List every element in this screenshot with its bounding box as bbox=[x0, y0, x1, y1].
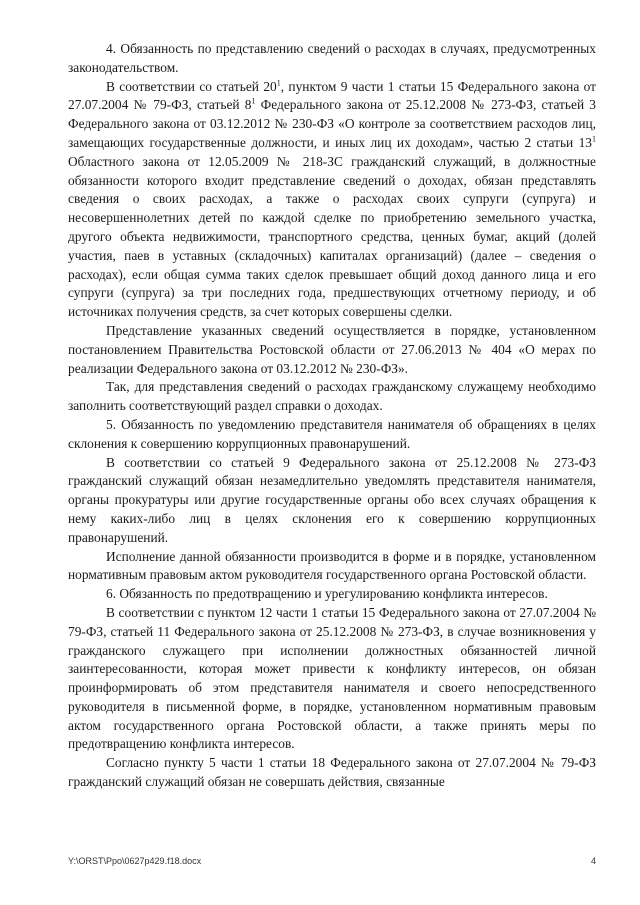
page-number: 4 bbox=[590, 856, 596, 866]
page-footer bbox=[68, 856, 596, 866]
paragraph-expense-disclosure bbox=[68, 78, 596, 322]
paragraph-procedure: Представление указанных сведений осуществляется в порядке, установленном постановлением Правительства Ростовской области от 27.06.2013 № 404 «О мерах по реализации Федерального закона от 03.12.2012 № 230-ФЗ». bbox=[68, 322, 596, 376]
superscript: 1 bbox=[592, 134, 596, 144]
paragraph-section-4-heading: 4. Обязанность по представлению сведений о расходах в случаях, предусмотренных законодательством. bbox=[68, 41, 596, 75]
paragraph-notification-form: Исполнение данной обязанности производится в форме и в порядке, установленном нормативным правовым актом руководителя государственного органа Ростовской области. bbox=[68, 548, 596, 583]
document-body bbox=[68, 40, 596, 792]
footer-file-path: Y:\ORST\Ppo\0627p429.f18.docx bbox=[68, 856, 202, 866]
paragraph-section-6-heading: 6. Обязанность по предотвращению и урегулированию конфликта интересов. bbox=[106, 586, 548, 602]
paragraph-prohibited-actions: Согласно пункту 5 части 1 статьи 18 Федерального закона от 27.07.2004 № 79-ФЗ гражданский служащий обязан не совершать действия, связанные bbox=[68, 755, 596, 790]
paragraph-conflict-of-interest: В соответствии с пунктом 12 части 1 статьи 15 Федерального закона от 27.07.2004 № 79-ФЗ, статьей 11 Федерального закона от 25.12.2008 № 273-ФЗ, в случае возникновения у гражданского служащего при исполнении должностных обязанностей личной заинтересованности, которая может привести к конфликту интересов, он обязан проинформировать об этом представителя нанимателя и своего непосредственного руководителя в письменной форме, в порядке, установленном нормативным правовым актом государственного органа Ростовской области, а также принять меры по предотвращению конфликта интересов. bbox=[68, 604, 596, 752]
text-run: Областного закона от 12.05.2009 № 218-ЗС гражданский служащий, в должностные обязанности которого входит представление сведений о доходах, обязан представлять сведения о своих расходах, а также о расходах своих супруги (супруга) и несовершеннолетних детей по каждой сделке по приобретению земельного участка, другого объекта недвижимости, транспортного средства, ценных бумаг, акций (долей участия, паев в уставных (складочных) капиталах организаций) (далее – сведения о расходах), если общая сумма таких сделок превышает общий доход данного лица и его супруги (супруга) за три последних года, предшествующих отчетному периоду, и об источниках получения средств, за счет которых совершены сделки. bbox=[68, 153, 596, 320]
paragraph-notification-duty: В соответствии со статьей 9 Федерального закона от 25.12.2008 № 273-ФЗ гражданский служащий обязан незамедлительно уведомлять представителя нанимателя, органы прокуратуры или другие государственные органы обо всех случаях обращения к нему каких-либо лиц в целях склонения его к совершению коррупционных правонарушений. bbox=[68, 454, 596, 545]
text-run: , пунктом 9 части 1 статьи 15 Федерального закона от 27.07.2004 № 79-ФЗ, статьей 8 bbox=[68, 78, 597, 113]
paragraph-income-form: Так, для представления сведений о расходах гражданскому служащему необходимо заполнить соответствующий раздел справки о доходах. bbox=[68, 379, 596, 414]
text-run: Федерального закона от 25.12.2008 № 273-ФЗ, статьей 3 Федерального закона от 03.12.2012 № 230-ФЗ «О контроле за соответствием расходов лиц, замещающих государственные должности, и иных лиц их доходам», частью 2 статьи 13 bbox=[68, 97, 596, 150]
paragraph-section-5-heading: 5. Обязанность по уведомлению представителя нанимателя об обращениях в целях склонения к совершению коррупционных правонарушений. bbox=[68, 416, 596, 451]
text-run: В соответствии со статьей 20 bbox=[106, 78, 277, 94]
superscript: 1 bbox=[276, 78, 281, 88]
superscript: 1 bbox=[251, 96, 256, 106]
